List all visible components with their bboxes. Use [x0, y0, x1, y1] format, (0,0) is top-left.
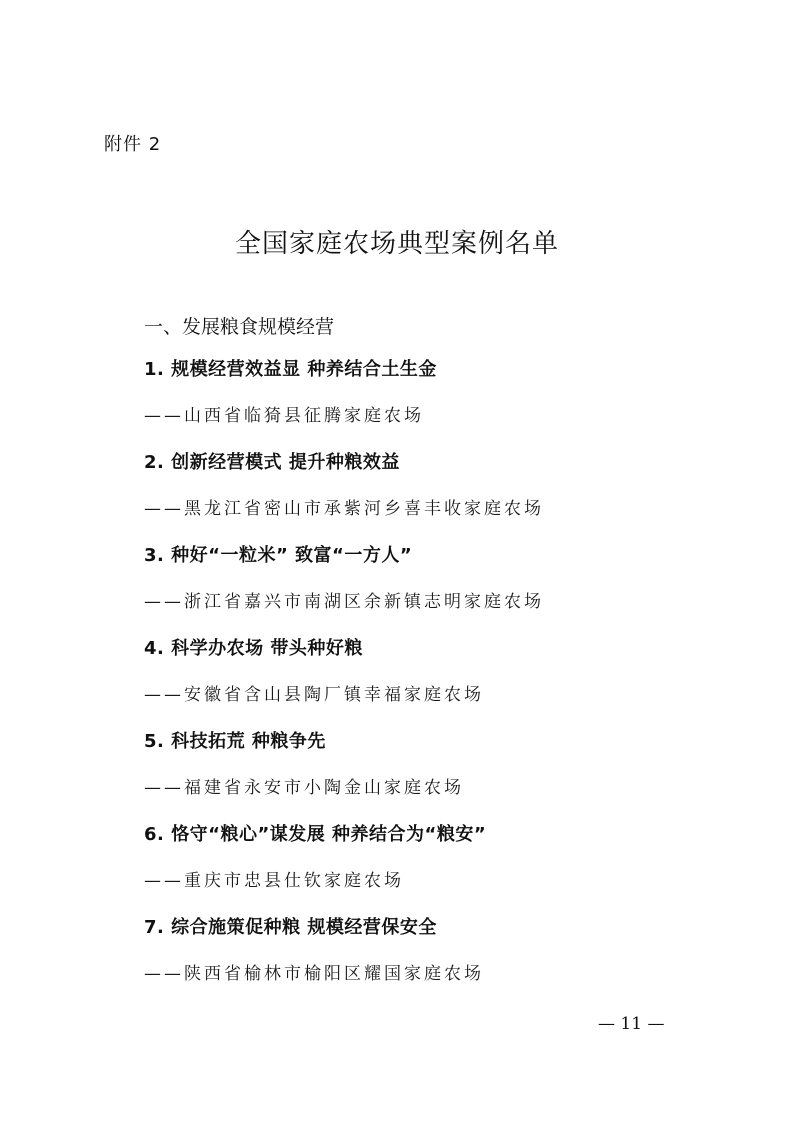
- case-item: [144, 543, 704, 636]
- case-list: [144, 357, 704, 1008]
- case-title: 3. 种好“一粒米” 致富“一方人”: [144, 545, 413, 566]
- case-title: 4. 科学办农场 带头种好粮: [144, 638, 363, 659]
- section-heading: 一、发展粮食规模经营: [144, 316, 335, 338]
- case-farm-name: ——重庆市忠县仕钦家庭农场: [144, 871, 404, 891]
- case-title: 7. 综合施策促种粮 规模经营保安全: [144, 917, 437, 938]
- case-title: 6. 恪守“粮心”谋发展 种养结合为“粮安”: [144, 824, 487, 845]
- case-farm-name: ——安徽省含山县陶厂镇幸福家庭农场: [144, 685, 484, 705]
- case-farm-name: ——浙江省嘉兴市南湖区余新镇志明家庭农场: [144, 592, 544, 612]
- case-farm-name: ——陕西省榆林市榆阳区耀国家庭农场: [144, 964, 484, 984]
- case-item: [144, 729, 704, 822]
- case-title: 2. 创新经营模式 提升种粮效益: [144, 452, 400, 473]
- case-farm-name: ——黑龙江省密山市承紫河乡喜丰收家庭农场: [144, 499, 544, 519]
- case-item: [144, 357, 704, 450]
- case-item: [144, 450, 704, 543]
- case-item: [144, 636, 704, 729]
- case-farm-name: ——福建省永安市小陶金山家庭农场: [144, 778, 464, 798]
- attachment-label: 附件 2: [104, 134, 162, 155]
- page-number: — 11 —: [598, 1014, 665, 1034]
- case-farm-name: ——山西省临猗县征腾家庭农场: [144, 406, 424, 426]
- case-title: 1. 规模经营效益显 种养结合土生金: [144, 359, 437, 380]
- case-item: [144, 822, 704, 915]
- case-title: 5. 科技拓荒 种粮争先: [144, 731, 326, 752]
- case-item: [144, 915, 704, 1008]
- document-title: 全国家庭农场典型案例名单: [234, 229, 559, 259]
